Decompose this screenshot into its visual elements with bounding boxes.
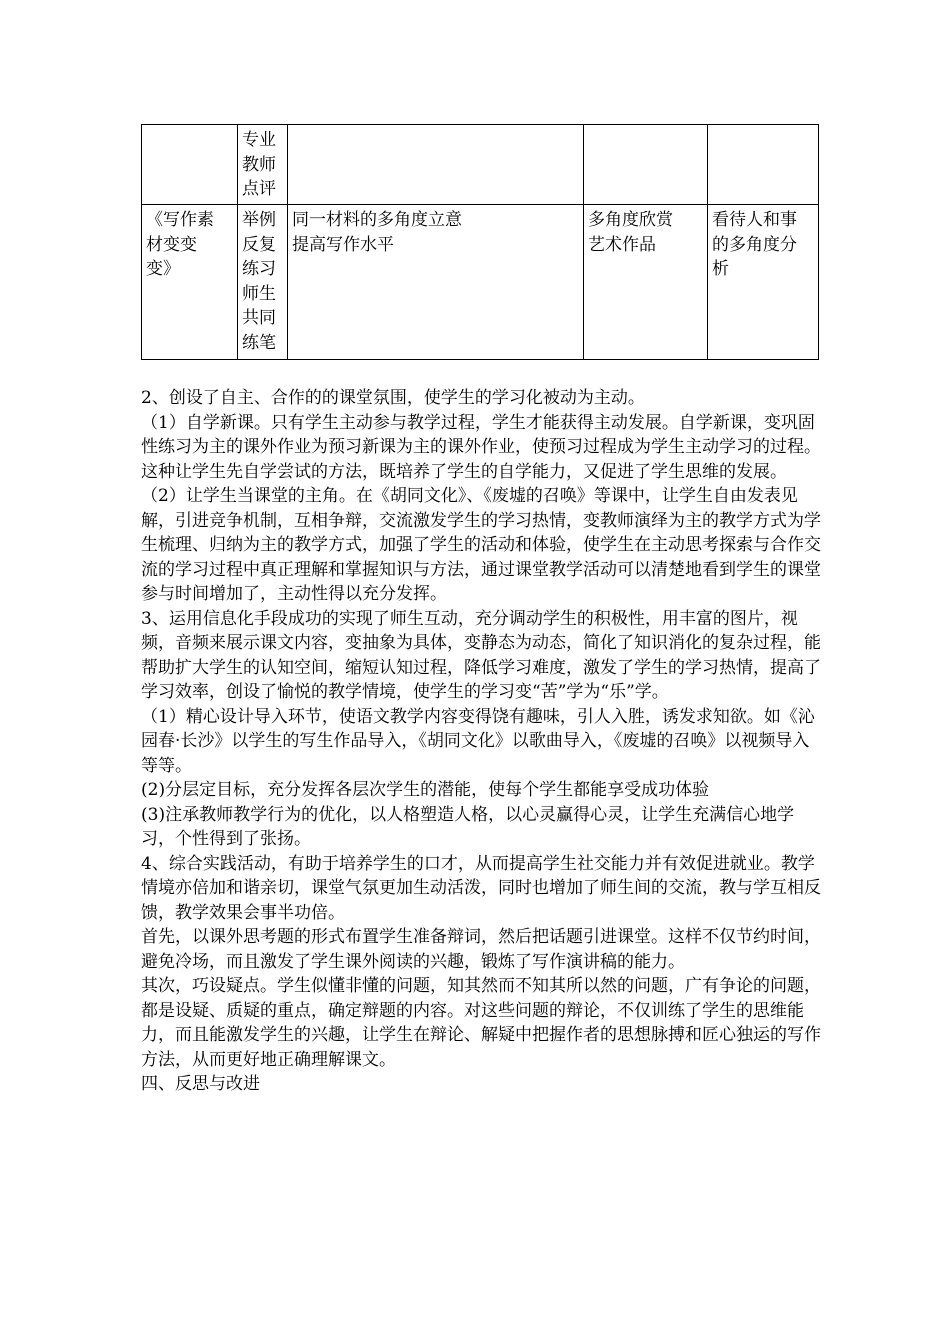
paragraph: (2)分层定目标，充分发挥各层次学生的潜能，使每个学生都能享受成功体验 [141, 780, 710, 800]
paragraph: 3、运用信息化手段成功的实现了师生互动，充分调动学生的积极性，用丰富的图片，视频，音频来展示课文内容，变抽象为具体，变静态为动态，简化了知识消化的复杂过程，能帮助扩大学生的认知空间，缩短认知过程，降低学习难度，激发了学生的学习热情，提高了学习效率，创设了愉悦的教学情境，使学生的学习变“苦”学为“乐”学。 [141, 608, 821, 702]
paragraph: 首先，以课外思考题的形式布置学生准备辩词，然后把话题引进课堂。这样不仅节约时间，避免冷场，而且激发了学生课外阅读的兴趣，锻炼了写作演讲稿的能力。 [141, 927, 821, 972]
table-cell: 专业 教师 点评 [238, 125, 288, 205]
paragraph: 2、创设了自主、合作的的课堂氛围，使学生的学习化被动为主动。 [141, 388, 645, 408]
table-cell: 多角度欣赏 艺术作品 [584, 205, 708, 360]
table-cell [288, 125, 584, 205]
table-row [142, 125, 819, 205]
paragraph: 4、综合实践活动，有助于培养学生的口才，从而提高学生社交能力并有效促进就业。教学情境亦倍加和谐亲切，课堂气氛更加生动活泼，同时也增加了师生间的交流，教与学互相反馈，教学效果会事半功倍。 [141, 853, 821, 923]
paragraph: （1）自学新课。只有学生主动参与教学过程，学生才能获得主动发展。自学新课，变巩固性练习为主的课外作业为预习新课为主的课外作业，使预习过程成为学生主动学习的过程。这种让学生先自学尝试的方法，既培养了学生的自学能力，又促进了学生思维的发展。 [141, 412, 821, 482]
table-cell [708, 125, 819, 205]
section-heading: 四、反思与改进 [141, 1074, 260, 1094]
table-cell: 看待人和事 的多角度分 析 [708, 205, 819, 360]
paragraph: 其次，巧设疑点。学生似懂非懂的问题，知其然而不知其所以然的问题，广有争论的问题，都是设疑、质疑的重点，确定辩题的内容。对这些问题的辩论，不仅训练了学生的思维能力，而且能激发学生的兴趣，让学生在辩论、解疑中把握作者的思想脉搏和匠心独运的写作方法，从而更好地正确理解课文。 [141, 976, 821, 1070]
table-cell: 举例 反复 练习 师生 共同 练笔 [238, 205, 288, 360]
table-cell [584, 125, 708, 205]
paragraph: (3)注承教师教学行为的优化，以人格塑造人格，以心灵赢得心灵，让学生充满信心地学习，个性得到了张扬。 [141, 804, 795, 849]
body-text [141, 386, 821, 1097]
course-table [141, 124, 819, 360]
paragraph: （1）精心设计导入环节，使语文教学内容变得饶有趣味，引人入胜，诱发求知欲。如《沁园春·长沙》以学生的写生作品导入，《胡同文化》以歌曲导入，《废墟的召唤》以视频导入等等。 [141, 706, 815, 776]
table-cell [142, 125, 238, 205]
table-cell: 《写作素 材变变 变》 [142, 205, 238, 360]
table-row [142, 205, 819, 360]
paragraph: （2）让学生当课堂的主角。在《胡同文化》、《废墟的召唤》等课中，让学生自由发表见解，引进竞争机制，互相争辩，交流激发学生的学习热情，变教师演绎为主的教学方式为学生梳理、归纳为主的教学方式，加强了学生的活动和体验，使学生在主动思考探索与合作交流的学习过程中真正理解和掌握知识与方法，通过课堂教学活动可以清楚地看到学生的课堂参与时间增加了，主动性得以充分发挥。 [141, 486, 821, 604]
table-cell: 同一材料的多角度立意 提高写作水平 [288, 205, 584, 360]
